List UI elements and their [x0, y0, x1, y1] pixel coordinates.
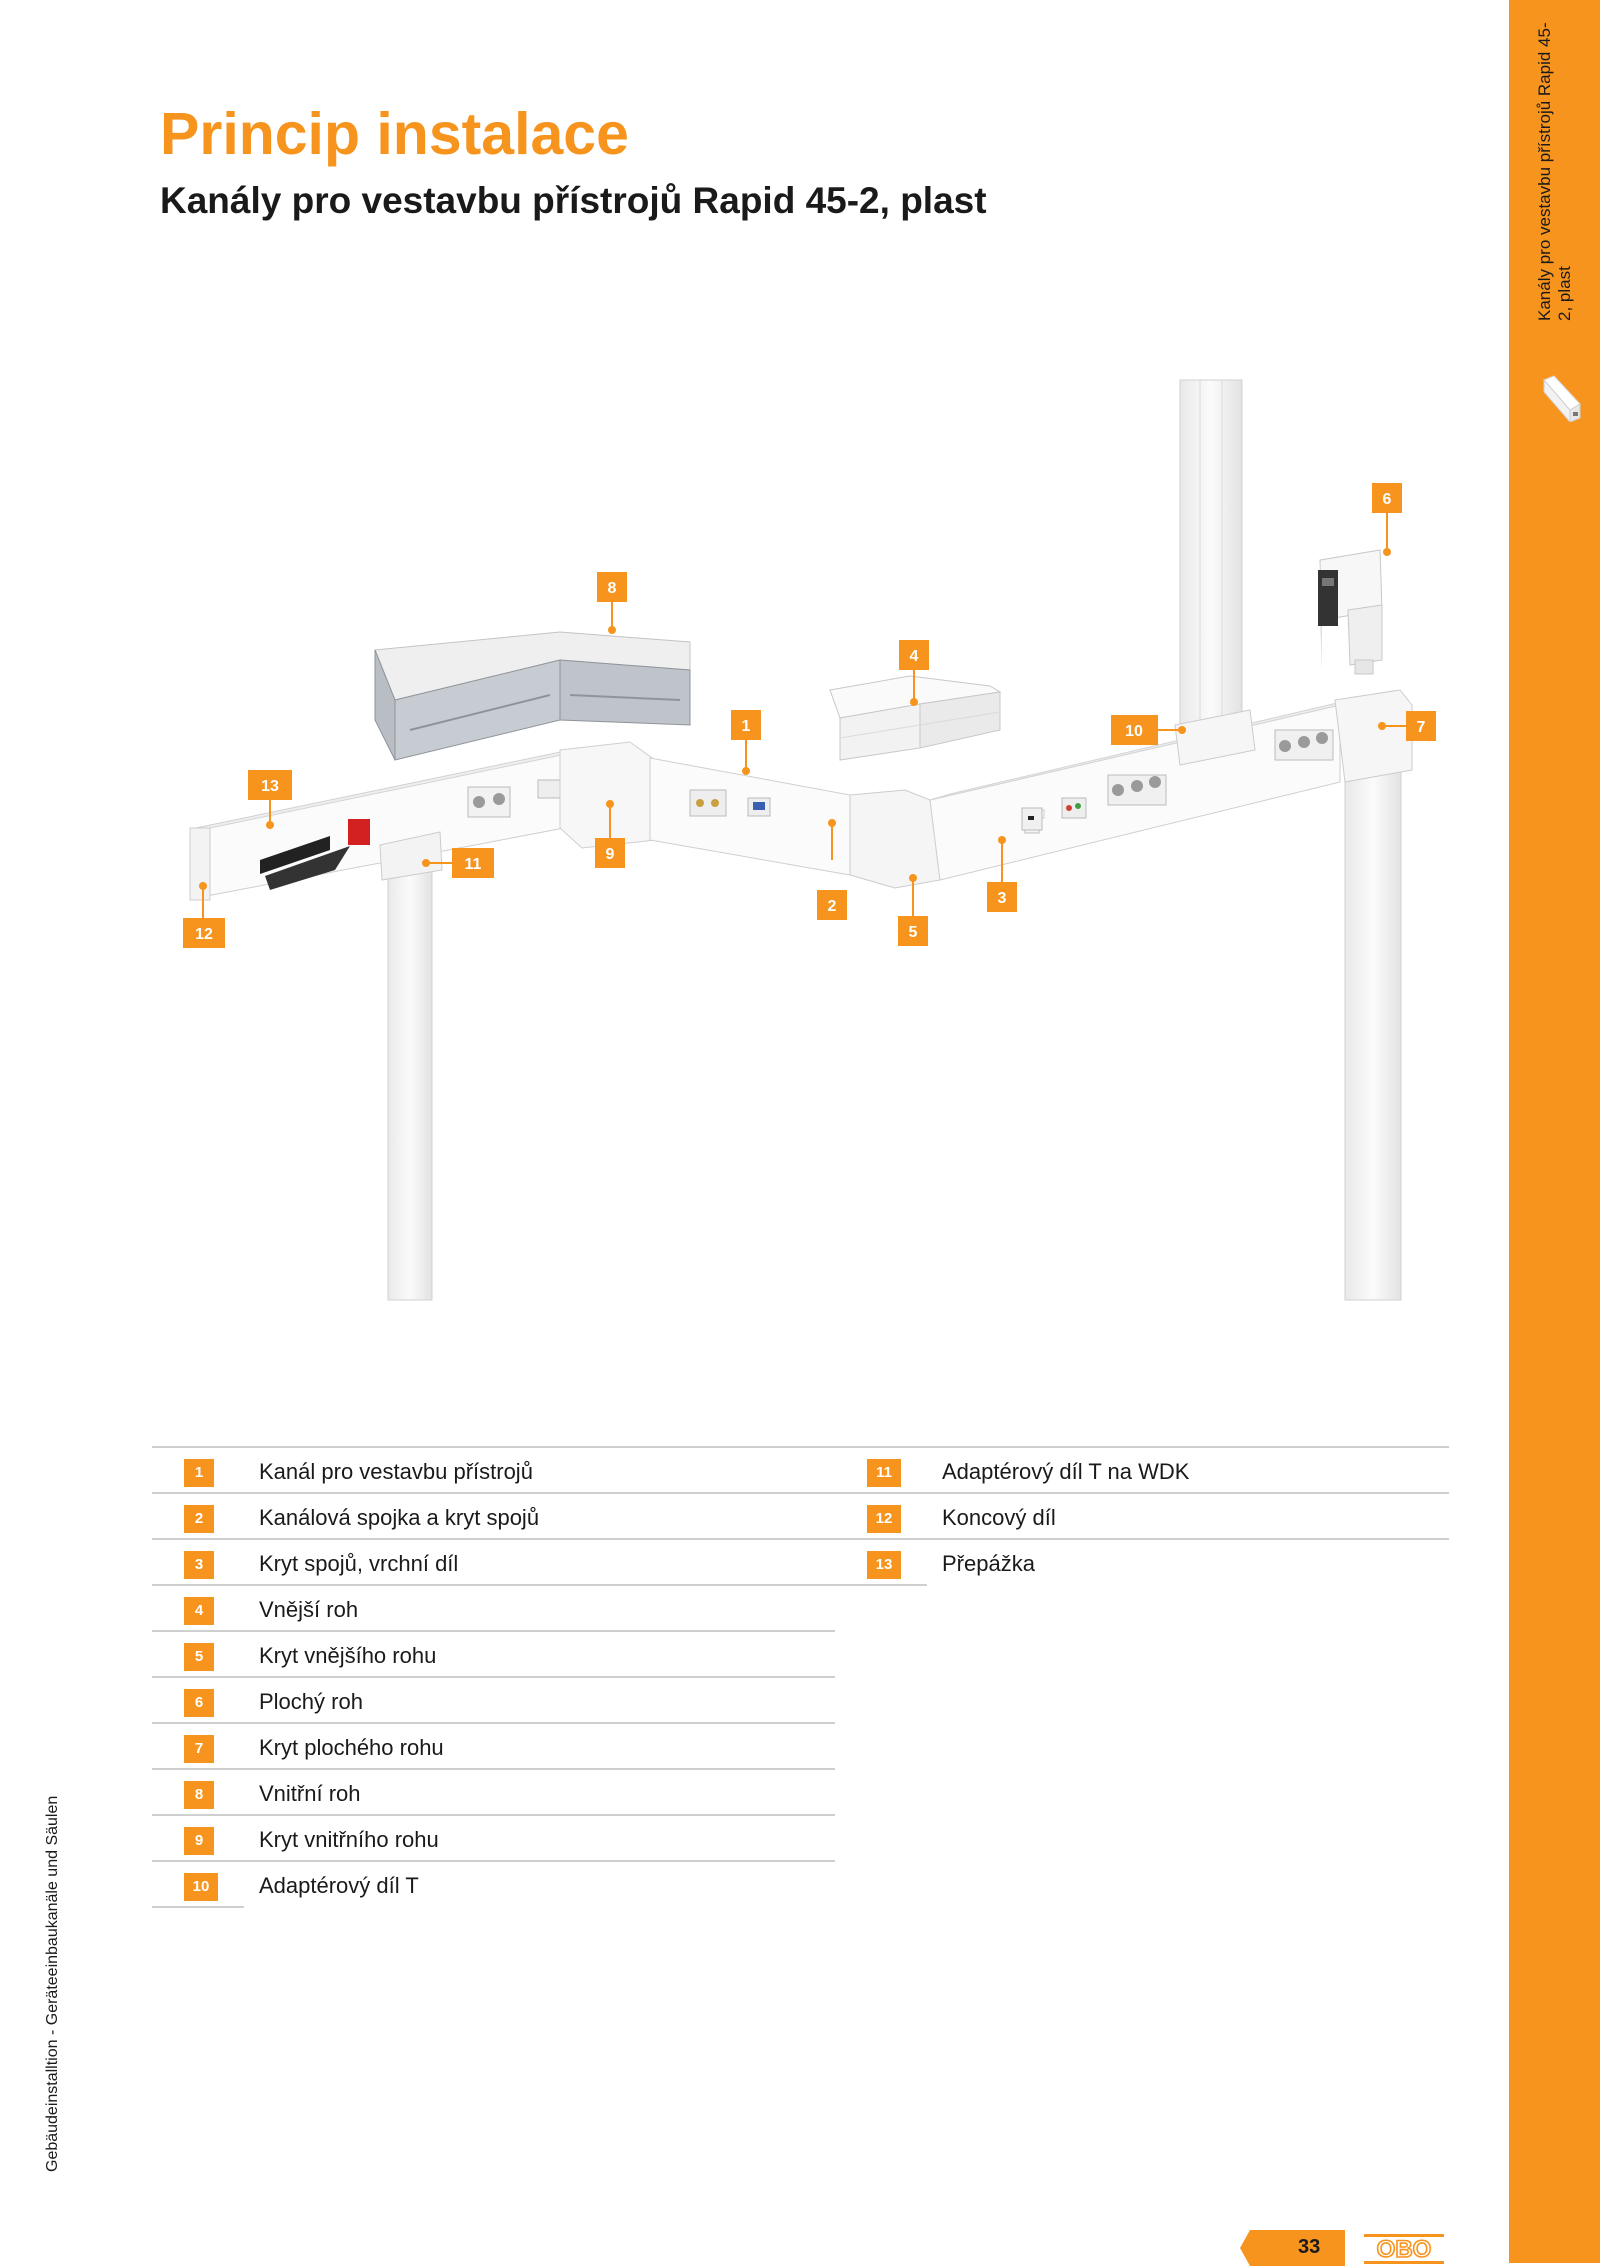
svg-text:6: 6	[1382, 491, 1392, 508]
legend-text: Plochý roh	[259, 1689, 363, 1714]
legend-number: 8	[184, 1781, 214, 1809]
page-number: 33	[1298, 2236, 1321, 2258]
obo-logo	[1364, 2234, 1444, 2264]
svg-text:3: 3	[997, 890, 1007, 907]
page-tab-shape	[1240, 2230, 1345, 2266]
callout-3	[987, 882, 1017, 912]
legend-text: Adaptérový díl T na WDK	[942, 1459, 1190, 1484]
legend-number: 4	[184, 1597, 214, 1625]
legend-row	[152, 1769, 835, 1816]
legend-text: Kryt vnějšího rohu	[259, 1643, 437, 1668]
callout-5	[898, 916, 928, 946]
callout-8	[597, 572, 627, 602]
cable-duct-icon	[1540, 374, 1584, 422]
legend-row	[152, 1447, 835, 1494]
callout-11	[452, 848, 494, 878]
legend-text: Vnější roh	[259, 1597, 359, 1622]
svg-text:9: 9	[605, 846, 615, 863]
legend-text: Kryt plochého rohu	[259, 1735, 444, 1760]
legend-row	[152, 1723, 835, 1770]
callout-2	[817, 890, 847, 920]
legend-row	[152, 1631, 835, 1678]
callout-9	[595, 838, 625, 868]
svg-text:2: 2	[827, 898, 837, 915]
callout-7	[1406, 711, 1436, 741]
inner-corner-cover	[560, 742, 655, 848]
left-column	[388, 870, 432, 1300]
callout-10	[1111, 715, 1158, 745]
legend-number: 13	[867, 1551, 901, 1579]
callout-13	[248, 770, 292, 800]
legend-number: 9	[184, 1827, 214, 1855]
legend-row	[835, 1447, 1449, 1494]
right-column	[1345, 765, 1401, 1300]
installation-illustration	[150, 370, 1450, 1310]
legend-row	[152, 1539, 835, 1586]
svg-text:7: 7	[1416, 719, 1426, 736]
svg-text:OBO: OBO	[1376, 2236, 1432, 2263]
riser-duct	[1180, 380, 1242, 735]
legend-text: Kanál pro vestavbu přístrojů	[259, 1459, 533, 1484]
page-subtitle: Kanály pro vestavbu přístrojů Rapid 45-2, plast	[160, 180, 987, 221]
red-socket	[348, 819, 370, 845]
legend-text: Kryt spojů, vrchní díl	[259, 1551, 459, 1576]
footer-section-text: Gebäudeinstalltion - Geräteeinbaukanäle und Säulen	[44, 1795, 61, 2172]
callout-4	[899, 640, 929, 670]
sidebar-band	[1509, 0, 1600, 2263]
svg-text:10: 10	[1125, 723, 1143, 740]
svg-text:1: 1	[741, 718, 751, 735]
legend-text: Vnitřní roh	[259, 1781, 361, 1806]
legend-number: 7	[184, 1735, 214, 1763]
legend-number: 12	[867, 1505, 901, 1533]
legend-text: Přepážka	[942, 1551, 1035, 1576]
outer-corner	[850, 790, 940, 888]
legend-row	[835, 1493, 1449, 1540]
svg-text:11: 11	[464, 856, 482, 873]
legend-row	[835, 1539, 1035, 1586]
svg-text:13: 13	[261, 778, 279, 795]
legend-text: Kanálová spojka a kryt spojů	[259, 1505, 540, 1530]
callout-6	[1372, 483, 1402, 513]
legend-number: 2	[184, 1505, 214, 1533]
flat-corner-cover	[1335, 690, 1412, 782]
legend-row	[152, 1861, 419, 1908]
legend-number: 3	[184, 1551, 214, 1579]
legend-number: 5	[184, 1643, 214, 1671]
legend-row	[152, 1493, 835, 1540]
sidebar-section-label: Kanály pro vestavbu přístrojů Rapid 45-2, plast	[1535, 22, 1574, 321]
legend-number: 11	[867, 1459, 901, 1487]
legend-row	[152, 1677, 835, 1724]
legend-text: Adaptérový díl T	[259, 1873, 419, 1898]
legend-text: Kryt vnitřního rohu	[259, 1827, 439, 1852]
legend-number: 10	[184, 1873, 218, 1901]
svg-text:4: 4	[909, 648, 919, 665]
legend-row	[152, 1815, 835, 1862]
legend-text: Koncový díl	[942, 1505, 1056, 1530]
page-number-tab	[1240, 2230, 1345, 2266]
svg-text:12: 12	[195, 926, 213, 943]
svg-text:5: 5	[908, 924, 918, 941]
legend-row	[152, 1585, 835, 1632]
legend-number: 6	[184, 1689, 214, 1717]
svg-text:8: 8	[607, 580, 617, 597]
callout-12	[183, 918, 225, 948]
page-title: Princip instalace	[160, 101, 629, 167]
legend-number: 1	[184, 1459, 214, 1487]
end-cap	[190, 828, 210, 900]
callout-1	[731, 710, 761, 740]
